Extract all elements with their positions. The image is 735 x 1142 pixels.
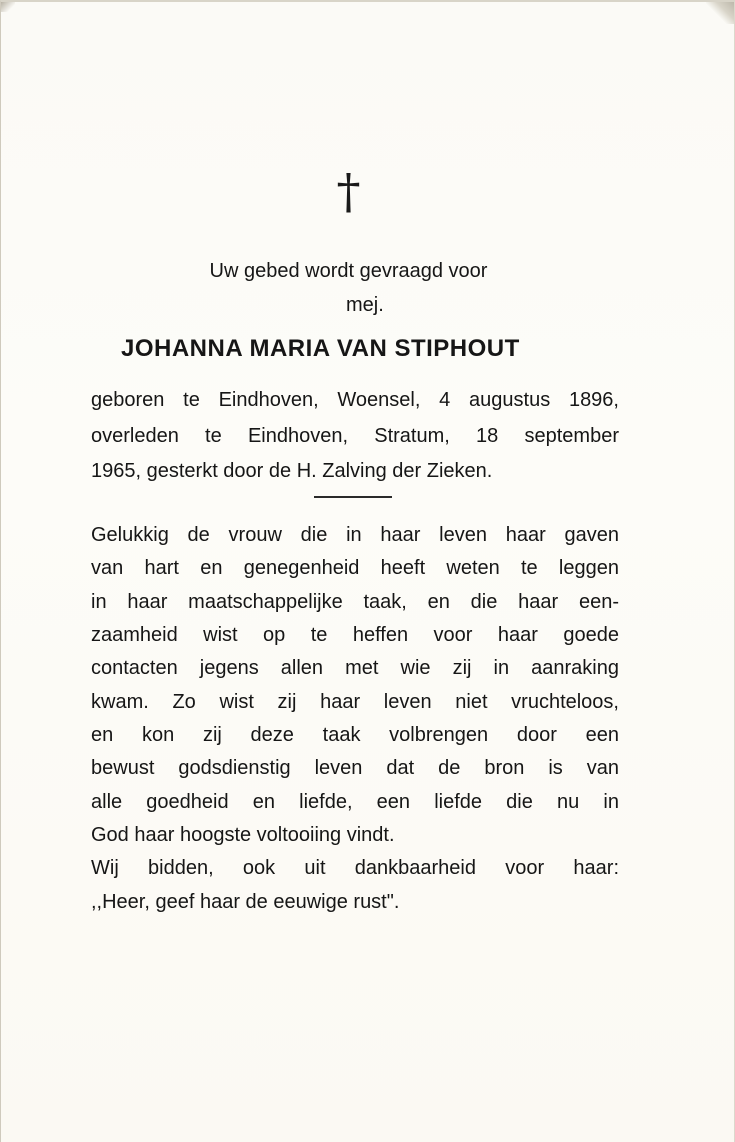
worn-corner-top-right: [706, 2, 734, 24]
closing-prayer: ,,Heer, geef haar de eeuwige rust".: [91, 891, 400, 913]
details-line: 1965, gesterkt door de H. Zalving der Zieken.: [91, 460, 493, 482]
body-line: kwam. Zo wist zij haar leven niet vruchteloos,: [91, 691, 619, 713]
body-line: in haar maatschappelijke taak, en die haar een-: [91, 591, 619, 613]
intro-line-2: mej.: [346, 294, 384, 316]
body-line: en kon zij deze taak volbrengen door een: [91, 724, 619, 746]
body-line: alle goedheid en liefde, een liefde die nu in: [91, 791, 619, 813]
intro-line-1: Uw gebed wordt gevraagd voor: [209, 260, 488, 282]
body-line: Gelukkig de vrouw die in haar leven haar gaven: [91, 524, 619, 546]
divider-rule: [314, 496, 392, 498]
body-line: contacten jegens allen met wie zij in aanraking: [91, 657, 619, 679]
body-line: God haar hoogste voltooiing vindt.: [91, 824, 395, 846]
body-line: bewust godsdienstig leven dat de bron is van: [91, 757, 619, 779]
body-line: van hart en genegenheid heeft weten te leggen: [91, 557, 619, 579]
body-line: zaamheid wist op te heffen voor haar goede: [91, 624, 619, 646]
deceased-name: JOHANNA MARIA VAN STIPHOUT: [121, 335, 520, 362]
worn-corner-top-left: [1, 2, 15, 12]
details-line: geboren te Eindhoven, Woensel, 4 augustus 1896,: [91, 389, 619, 411]
body-line: Wij bidden, ook uit dankbaarheid voor haar:: [91, 857, 619, 879]
cross-icon: †: [336, 164, 361, 220]
details-line: overleden te Eindhoven, Stratum, 18 september: [91, 425, 619, 447]
